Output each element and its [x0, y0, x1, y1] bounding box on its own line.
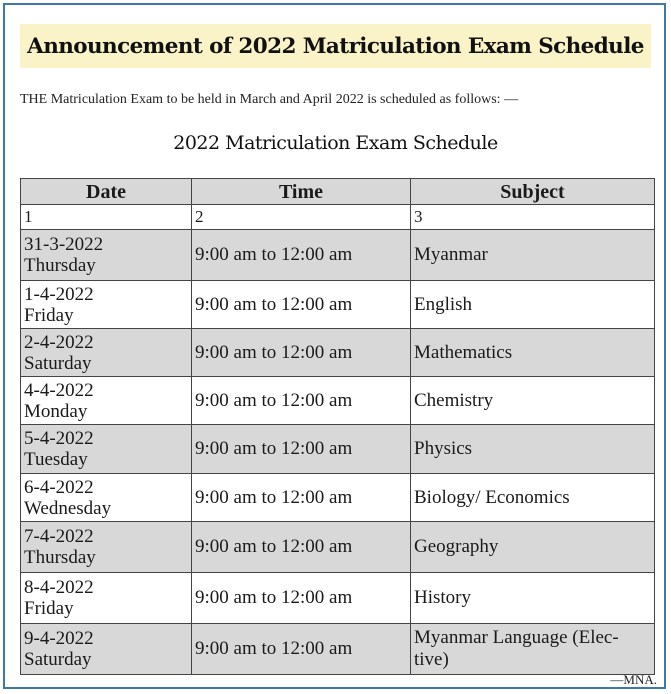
exam-day: Wednesday — [24, 497, 112, 519]
date-cell — [21, 425, 192, 474]
subject-cell: Mathematics — [411, 329, 655, 377]
exam-day: Friday — [24, 598, 74, 619]
intro-text: THE Matriculation Exam to be held in March and April 2022 is scheduled as follows: — — [20, 92, 519, 107]
schedule-table — [20, 178, 655, 675]
subject-cell: History — [411, 573, 655, 624]
date-cell — [21, 474, 192, 522]
subject-cell: Biology/ Economics — [411, 474, 655, 522]
table-row — [21, 425, 655, 474]
table-row — [21, 281, 655, 329]
subject-cell: English — [411, 281, 655, 329]
exam-day: Saturday — [24, 649, 92, 670]
column-number: 1 — [21, 205, 192, 230]
exam-day: Saturday — [24, 352, 92, 374]
title-banner — [20, 24, 651, 68]
date-cell — [21, 377, 192, 425]
time-cell: 9:00 am to 12:00 am — [192, 522, 411, 573]
schedule-title: 2022 Matriculation Exam Schedule — [173, 132, 498, 154]
subject-cell: Myanmar — [411, 230, 655, 281]
exam-day: Thursday — [24, 255, 96, 276]
time-cell: 9:00 am to 12:00 am — [192, 377, 411, 425]
exam-day: Tuesday — [24, 449, 88, 470]
credit-line: —MNA. — [610, 672, 657, 687]
subject-cell: Chemistry — [411, 377, 655, 425]
table-row — [21, 624, 655, 675]
exam-date: 6-4-2022 — [24, 476, 94, 498]
time-cell: 9:00 am to 12:00 am — [192, 281, 411, 329]
column-number: 3 — [411, 205, 655, 230]
table-row — [21, 230, 655, 281]
exam-date: 7-4-2022 — [24, 526, 94, 547]
date-cell — [21, 230, 192, 281]
exam-date: 31-3-2022 — [24, 234, 104, 255]
time-cell: 9:00 am to 12:00 am — [192, 474, 411, 522]
time-cell: 9:00 am to 12:00 am — [192, 573, 411, 624]
exam-date: 2-4-2022 — [24, 331, 94, 353]
exam-date: 4-4-2022 — [24, 379, 94, 401]
header-date: Date — [21, 179, 192, 205]
header-time: Time — [192, 179, 411, 205]
table-row — [21, 474, 655, 522]
header-subject: Subject — [411, 179, 655, 205]
time-cell: 9:00 am to 12:00 am — [192, 329, 411, 377]
table-row — [21, 329, 655, 377]
time-cell: 9:00 am to 12:00 am — [192, 425, 411, 474]
page-title: Announcement of 2022 Matriculation Exam Schedule — [27, 33, 644, 59]
exam-day: Friday — [24, 304, 74, 326]
exam-day: Thursday — [24, 547, 96, 568]
subject-cell: Geography — [411, 522, 655, 573]
table-row — [21, 377, 655, 425]
column-number-row — [21, 205, 655, 230]
column-number: 2 — [192, 205, 411, 230]
exam-date: 9-4-2022 — [24, 628, 94, 649]
date-cell — [21, 281, 192, 329]
exam-date: 8-4-2022 — [24, 577, 94, 598]
table-row — [21, 522, 655, 573]
subject-cell: Myanmar Language (Elec-tive) — [411, 624, 655, 675]
exam-day: Monday — [24, 400, 88, 422]
header-row — [21, 179, 655, 205]
subject-cell: Physics — [411, 425, 655, 474]
table-row — [21, 573, 655, 624]
date-cell — [21, 624, 192, 675]
exam-date: 5-4-2022 — [24, 428, 94, 449]
time-cell: 9:00 am to 12:00 am — [192, 230, 411, 281]
date-cell — [21, 573, 192, 624]
exam-date: 1-4-2022 — [24, 283, 94, 305]
date-cell — [21, 329, 192, 377]
date-cell — [21, 522, 192, 573]
time-cell: 9:00 am to 12:00 am — [192, 624, 411, 675]
